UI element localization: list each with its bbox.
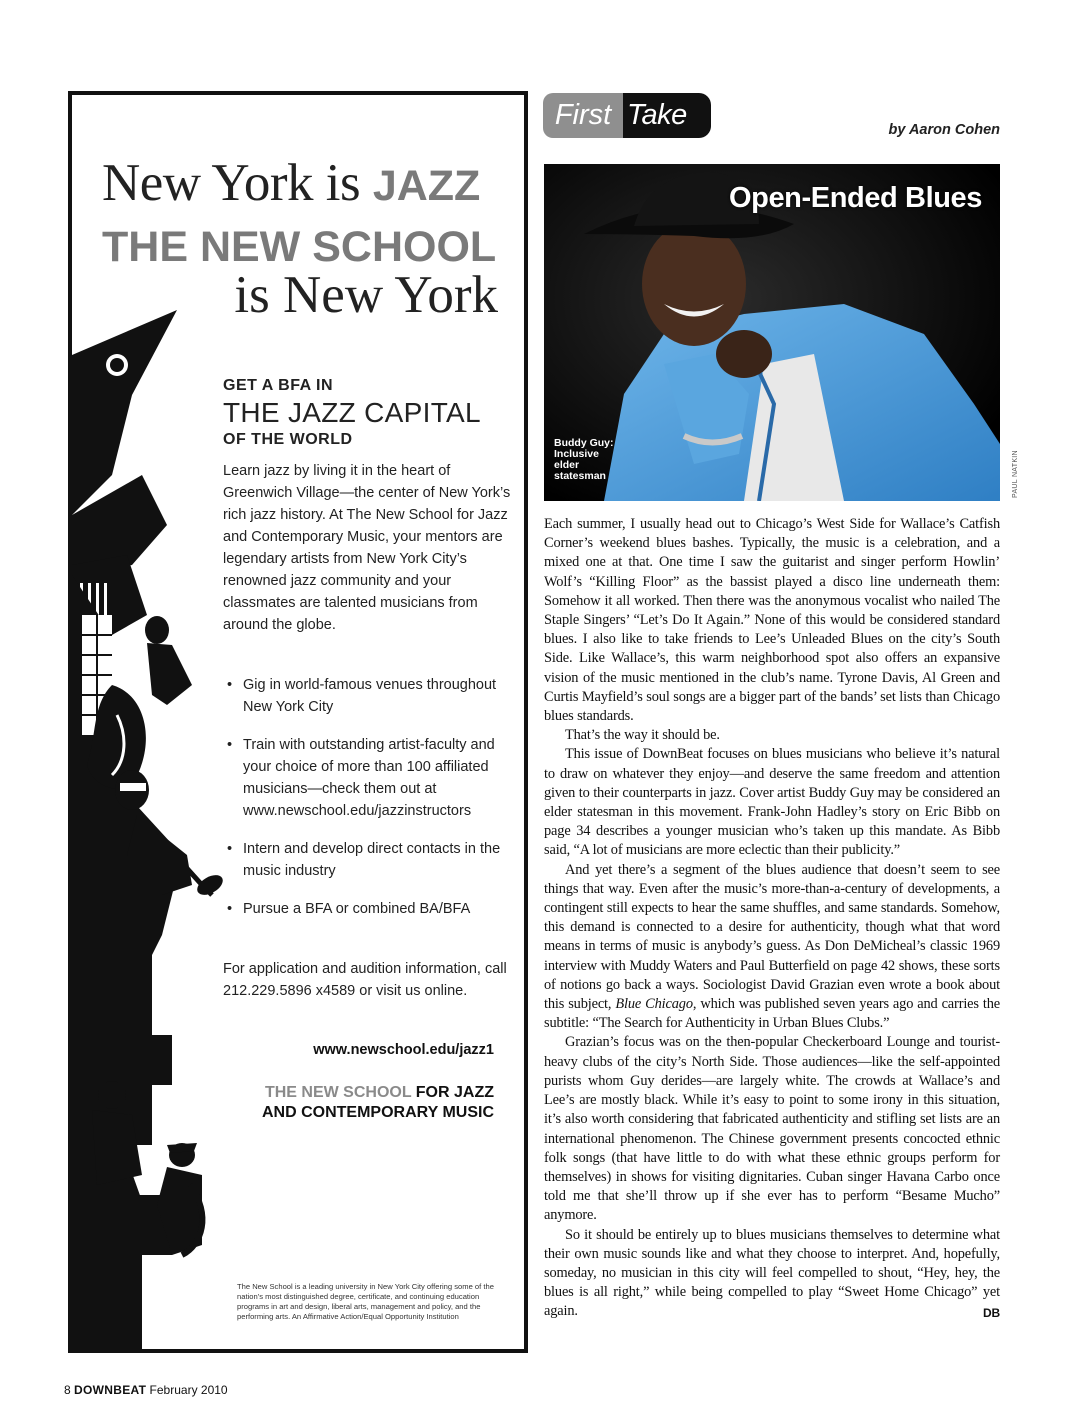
new-school-advertisement [68, 91, 528, 1353]
article-paragraph: Each summer, I usually head out to Chicago’s West Side for Wallace’s Catfish Corner’s weekend blues bashes. Typically, the music is a celebration, and a mixed one at that. One time I saw the guitarist and singer perform Howlin’ Wolf’s “Killing Floor” as the bassist played a disco line underneath them: Somehow it all worked. Then there was the anonymous vocalist who nailed The Staple Singers’ “Let’s Do It Again.” None of this would be considered standard blues. I also like to take friends to Lee’s Unleaded Blues on the city’s South Side. Like Wallace’s, this warm neighborhood spot also offers an expansive vision of the music mentioned in the club’s name. Tyrone Davis, Al Green and Curtis Mayfield’s soul songs are a bigger part of the bands’ set lists than Chicago blues standards. [544, 516, 1000, 725]
ad-subheading-3: OF THE WORLD [223, 431, 353, 448]
ad-bullet: • Train with outstanding artist-faculty and your choice of more than 100 affiliated musicians—check them out at www.newschool.edu/jazzinstructors [223, 734, 513, 822]
article-paragraph [544, 861, 1000, 1034]
article-paragraph: That’s the way it should be. [565, 727, 720, 744]
ad-fine-print: The New School is a leading university in New York City offering some of the nation’s most distinguished degree, certificate, and continuing education programs in art and design, liberal arts, management and policy, and the performing arts. An Affirmative Action/Equal Opportunity Institution [237, 1282, 494, 1321]
first-label: First [543, 93, 623, 138]
take-label: Take [623, 93, 711, 138]
article-body [544, 515, 1000, 1324]
photo-credit: PAUL NATKIN [1012, 450, 1019, 498]
ad-school-logo [262, 1083, 494, 1123]
ad-school-logo-line2: AND CONTEMPORARY MUSIC [261, 1104, 494, 1121]
ad-subheading-2: THE JAZZ CAPITAL [223, 397, 481, 428]
page-number: 8 [64, 1383, 71, 1397]
ad-contact-text: For application and audition information, call 212.229.5896 x4589 or visit us online. [223, 961, 507, 999]
photo-caption: Buddy Guy: Inclusive elder statesman [554, 437, 614, 482]
byline: by Aaron Cohen [888, 122, 1000, 138]
page-footer [64, 1383, 228, 1397]
article-paragraph: Grazian’s focus was on the then-popular Checkerboard Lounge and tourist-heavy clubs of the city’s North Side. Those audiences—like the self-appointed purists whom Guy derides—are largely white. The crowds at Wallace’s and Lee’s are mostly black. While it’s easy to point to some irony in this situation, it’s also worth considering that fabricated authenticity and stifling set lists are an international phenomenon. The Chinese government presents concocted ethnic folk songs (that have little to do with what these ethnic groups perform for themselves) in shows for visiting dignitaries. Cuban singer Havana Carbo once told me that she’ll throw up if she ever has to perform “Besame Mucho” anymore. [544, 1034, 1000, 1224]
magazine-name: DOWNBEAT [74, 1383, 147, 1397]
buddy-guy-photo [544, 164, 1000, 501]
article-paragraph-text: And yet there’s a segment of the blues audience that doesn’t seem to see things that way. Even after the music’s more-than-a-century of developments, a contingent still expects to hear the same shuffles, and same standards. Somehow, this demand is connected to a desire for authenticity, though what that word means in terms of music is anybody’s guess. As Don DeMicheal’s classic 1969 interview with Muddy Waters and Paul Butterfield on page 42 shows, these sorts of notions go back a ways. Sociologist David Grazian even wrote a book about this subject, [544, 861, 1000, 1013]
issue-date: February 2010 [149, 1383, 228, 1397]
ad-school-logo-gray: THE NEW SCHOOL [264, 1084, 412, 1101]
ad-intro-text: Learn jazz by living it in the heart of Greenwich Village—the center of New York’s rich jazz history. At The New School for Jazz and Contemporary Music, your mentors are legendary artists from New York City’s renowned jazz community and your classmates are talented musicians from around the globe. [223, 463, 511, 633]
book-title-rest: , which was published seven years ago and carries the subtitle: “The Search for Authenticity in Urban Blues Clubs.” [544, 996, 1001, 1032]
ad-school-logo-black: FOR JAZZ [415, 1084, 494, 1101]
article-paragraph-text: So it should be entirely up to blues musicians themselves to determine what their own music sounds like and what they choose to interpret. And, hopefully, someday, no musician in this city will feel compelled to shout, “Hey, hey, the blues is all right,” while being compelled to play “Sweet Home Chicago” yet again. [544, 1226, 1000, 1320]
ad-bullet: • Gig in world-famous venues throughout New York City [223, 674, 513, 718]
ad-headline-serif: New York is [102, 154, 361, 212]
ad-bullet: • Pursue a BFA or combined BA/BFA [223, 898, 513, 920]
ad-headline-line3: is New York [234, 266, 498, 324]
ad-bullet: • Intern and develop direct contacts in the music industry [223, 838, 513, 882]
ad-bullet-list [223, 674, 513, 936]
photo-title: Open-Ended Blues [728, 182, 982, 214]
ad-headline-jazz: JAZZ [372, 162, 481, 210]
ad-headline-line2: THE NEW SCHOOL [102, 223, 497, 271]
ad-headline-line1 [102, 153, 480, 213]
article-paragraph: This issue of DownBeat focuses on blues musicians who believe it’s natural to draw on whatever they enjoy—and deserve the same freedom and attention given to their counterparts in jazz. Cover artist Buddy Guy may be considered an elder statesman in this movement. Frank-John Hadley’s story on Eric Bibb on page 34 describes a younger musician who’s taken up this mandate. As Bibb said, “A lot of musicians are more eclectic than their publicity.” [544, 746, 1000, 859]
article-paragraph [544, 1226, 1000, 1322]
book-title: Blue Chicago [615, 996, 693, 1013]
ad-website-link[interactable]: www.newschool.edu/jazz1 [313, 1042, 494, 1058]
ad-subheading-1: GET A BFA IN [223, 377, 333, 394]
end-mark: DB [982, 1306, 1000, 1321]
first-take-label [543, 93, 711, 138]
